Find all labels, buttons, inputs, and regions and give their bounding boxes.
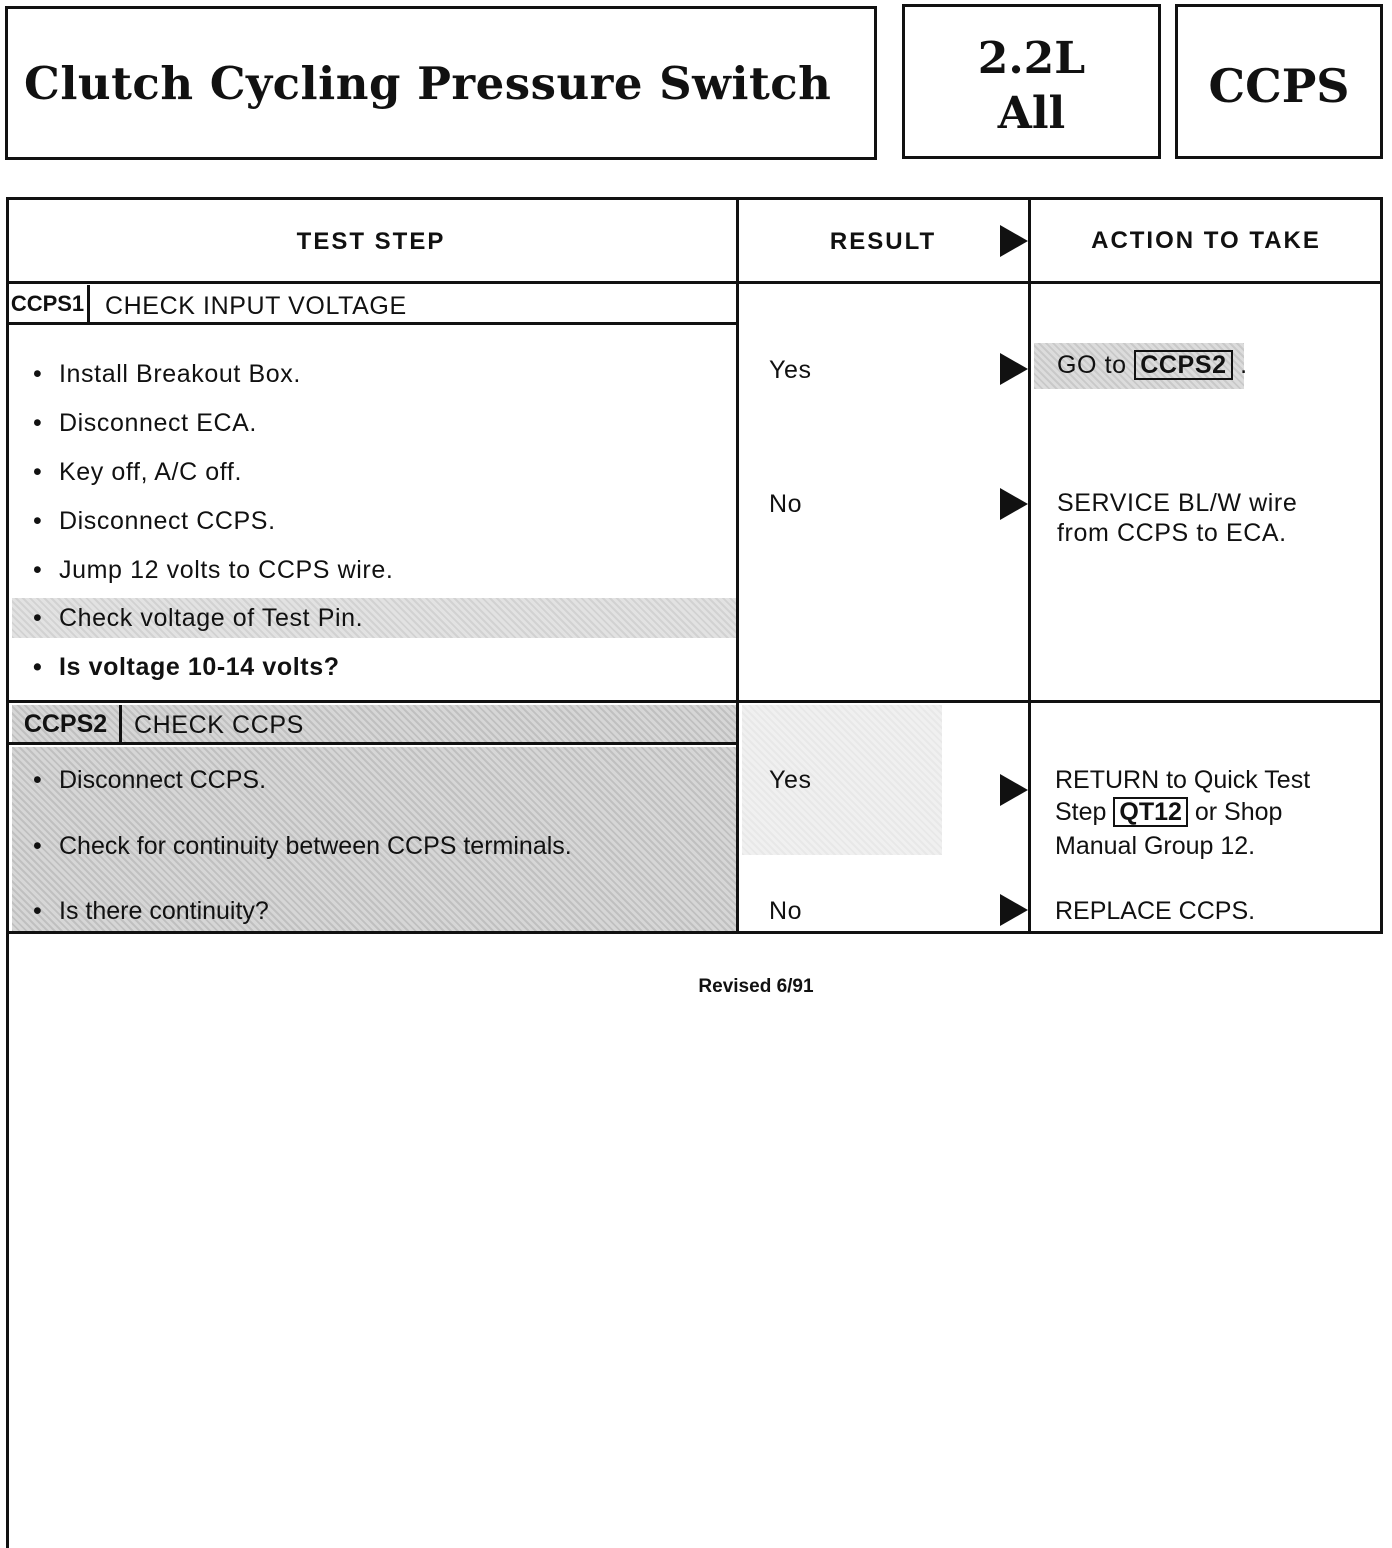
result-no: No xyxy=(769,490,803,518)
table-bottom-border xyxy=(6,931,1383,934)
action-return-or-shop: or Shop xyxy=(1194,798,1283,826)
table-col-divider-2 xyxy=(1028,197,1031,934)
engine-box xyxy=(902,4,1161,159)
action-return-line3: Manual Group 12. xyxy=(1055,832,1256,860)
instruction-item: • Install Breakout Box. xyxy=(33,360,301,389)
step-ref-ccps2[interactable]: CCPS2 xyxy=(1134,350,1232,380)
instruction-item: • Key off, A/C off. xyxy=(33,458,242,487)
instruction-item: • Check voltage of Test Pin. xyxy=(33,604,363,633)
table-header-bottom xyxy=(6,281,1383,284)
instruction-item: • Check for continuity between CCPS terminals. xyxy=(33,832,572,861)
instruction-item: • Disconnect CCPS. xyxy=(33,507,276,536)
step1-title-underline xyxy=(6,322,739,325)
header-arrow-icon xyxy=(1000,225,1028,257)
table-top-border xyxy=(6,197,1383,200)
instruction-item: • Disconnect ECA. xyxy=(33,409,257,438)
instruction-item: • Disconnect CCPS. xyxy=(33,766,266,795)
result-arrow-icon xyxy=(1000,774,1028,806)
page-left-border xyxy=(6,197,9,1548)
code-box xyxy=(1175,4,1383,159)
section-code: CCPS xyxy=(1208,59,1350,113)
result-arrow-icon xyxy=(1000,353,1028,385)
engine-label xyxy=(905,31,1158,141)
column-header-action: ACTION TO TAKE xyxy=(1091,227,1321,254)
result-no: No xyxy=(769,897,803,925)
column-header-test-step: TEST STEP xyxy=(296,228,446,255)
engine-size: 2.2L xyxy=(977,33,1086,84)
action-service-line1: SERVICE BL/W wire xyxy=(1057,489,1298,517)
action-goto-period: . xyxy=(1240,351,1248,379)
step-title-ccps2: CHECK CCPS xyxy=(134,711,304,739)
step-ref-qt12[interactable]: QT12 xyxy=(1113,797,1188,827)
result-arrow-icon xyxy=(1000,894,1028,926)
result-yes: Yes xyxy=(769,356,812,384)
result-arrow-icon xyxy=(1000,488,1028,520)
engine-variant: All xyxy=(997,88,1066,139)
action-return-step: Step xyxy=(1055,798,1107,826)
page-title: Clutch Cycling Pressure Switch xyxy=(24,57,832,110)
action-goto xyxy=(1057,350,1248,380)
action-return-line2 xyxy=(1055,797,1282,827)
action-replace: REPLACE CCPS. xyxy=(1055,897,1256,925)
step-code-ccps1: CCPS1 xyxy=(8,285,90,323)
step-code-ccps2: CCPS2 xyxy=(12,705,122,743)
title-box xyxy=(5,6,877,160)
action-goto-text: GO to xyxy=(1057,351,1127,379)
result-yes: Yes xyxy=(769,766,812,794)
action-service-line2: from CCPS to ECA. xyxy=(1057,519,1287,547)
column-header-result: RESULT xyxy=(829,228,937,255)
step-title-ccps1: CHECK INPUT VOLTAGE xyxy=(105,292,407,320)
action-return-line1: RETURN to Quick Test xyxy=(1055,766,1311,794)
step1-bottom xyxy=(6,700,1383,703)
instruction-question: • Is voltage 10-14 volts? xyxy=(33,653,340,682)
revision-note: Revised 6/91 xyxy=(698,976,814,997)
table-right-border xyxy=(1380,197,1383,934)
instruction-item: • Jump 12 volts to CCPS wire. xyxy=(33,556,393,585)
instruction-question: • Is there continuity? xyxy=(33,897,269,926)
table-col-divider-1 xyxy=(736,197,739,934)
